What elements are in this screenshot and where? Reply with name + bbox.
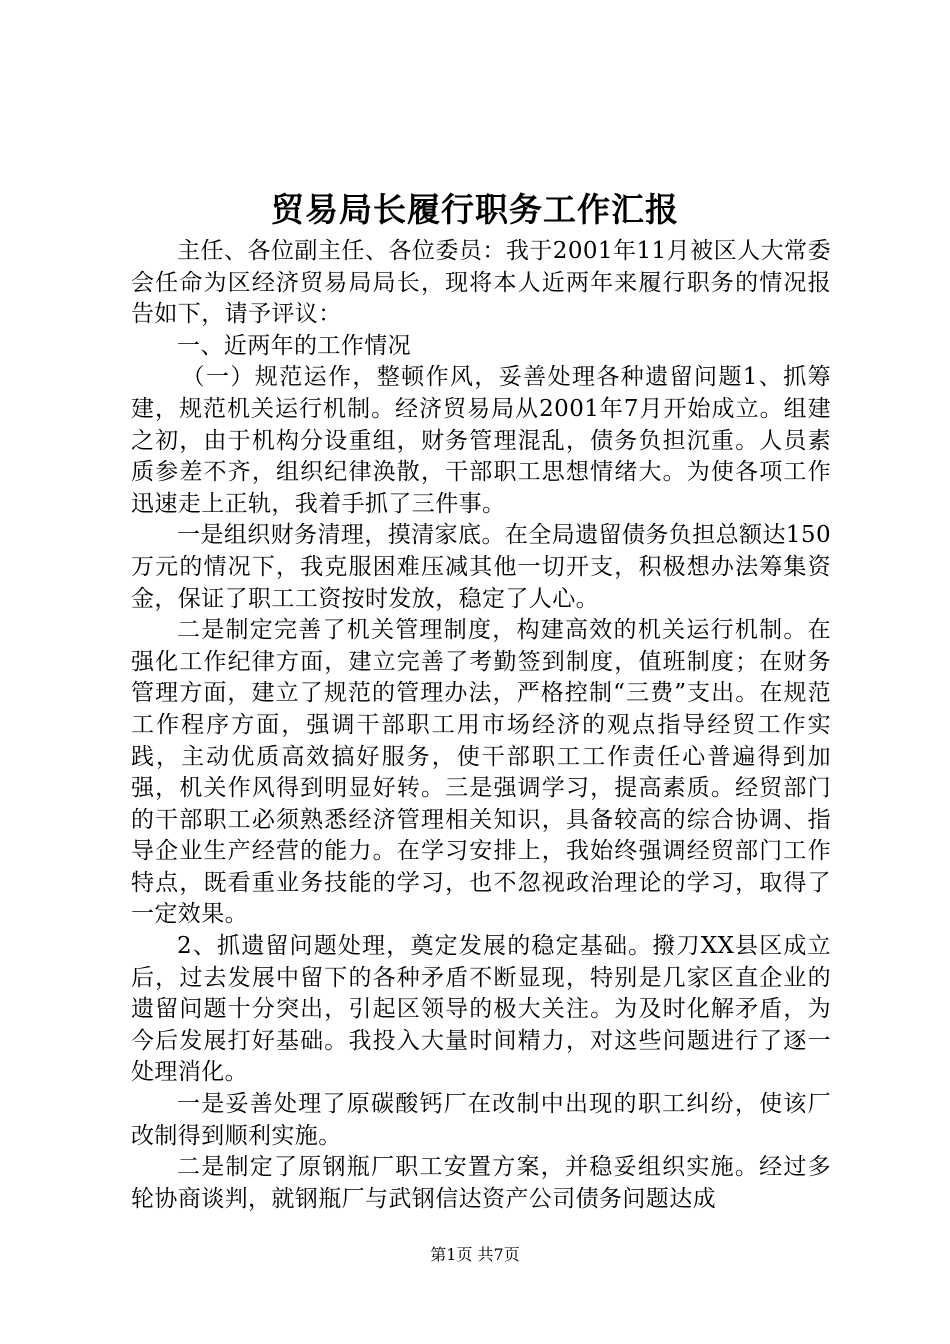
paragraph-management-system: 二是制定完善了机关管理制度，构建高效的机关运行机制。在强化工作纪律方面，建立完善了考勤签到制度，值班制度；在财务管理方面，建立了规范的管理办法，严格控制“三费”支出。在规范工作程序方面，强调干部职工用市场经济的观点指导经贸工作实践，主动优质高效搞好服务，使干部职工工作责任心普遍得到加强，机关作风得到明显好转。三是强调学习，提高素质。经贸部门的干部职工必须熟悉经济管理相关知识，具备较高的综合协调、指导企业生产经营的能力。在学习安排上，我始终强调经贸部门工作特点，既看重业务技能的学习，也不忽视政治理论的学习，取得了一定效果。 <box>131 617 831 928</box>
document-body <box>131 236 831 1215</box>
document-title: 贸易局长履行职务工作汇报 <box>271 190 679 229</box>
paragraph-subsection-1: （一）规范运作，整顿作风，妥善处理各种遗留问题1、抓筹建，规范机关运行机制。经济贸易局从2001年7月开始成立。组建之初，由于机构分设重组，财务管理混乱，债务负担沉重。人员素质参差不齐，组织纪律涣散，干部职工思想情绪大。为使各项工作迅速走上正轨，我着手抓了三件事。 <box>131 364 831 517</box>
paragraph-financial-cleanup: 一是组织财务清理，摸清家底。在全局遗留债务负担总额达150万元的情况下，我克服困难压减其他一切开支，积极想办法筹集资金，保证了职工工资按时发放，稳定了人心。 <box>131 522 831 612</box>
paragraph-section-heading: 一、近两年的工作情况 <box>177 332 411 359</box>
page-footer: 第1页 共7页 <box>430 1245 520 1264</box>
paragraph-salutation: 主任、各位副主任、各位委员：我于2001年11月被区人大常委会任命为区经济贸易局局长，现将本人近两年来履行职务的情况报告如下，请予评议： <box>131 238 831 328</box>
paragraph-cylinder-plant: 二是制定了原钢瓶厂职工安置方案，并稳妥组织实施。经过多轮协商谈判，就钢瓶厂与武钢信达资产公司债务问题达成 <box>131 1154 831 1212</box>
paragraph-carbonate-plant: 一是妥善处理了原碳酸钙厂在改制中出现的职工纠纷，使该厂改制得到顺利实施。 <box>131 1091 831 1149</box>
paragraph-legacy-issues: 2、抓遗留问题处理，奠定发展的稳定基础。撥刀XX县区成立后，过去发展中留下的各种矛盾不断显现，特别是几家区直企业的遗留问题十分突出，引起区领导的极大关注。为及时化解矛盾，为今后发展打好基础。我投入大量时间精力，对这些问题进行了逐一处理消化。 <box>131 933 831 1086</box>
